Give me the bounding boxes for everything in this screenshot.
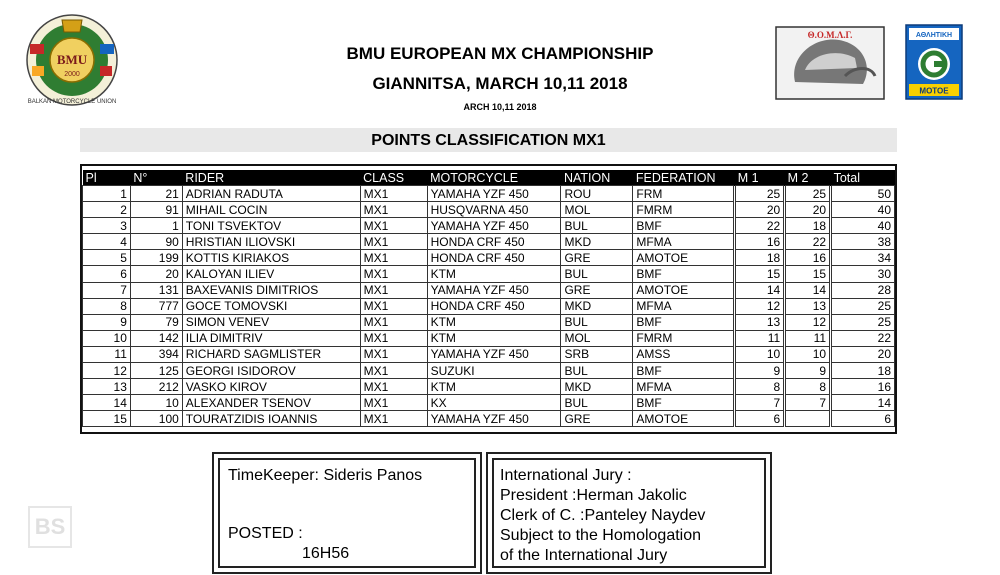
table-cell: BAXEVANIS DIMITRIOS bbox=[182, 282, 360, 298]
table-row bbox=[83, 379, 895, 395]
column-header: N° bbox=[130, 170, 182, 186]
table-cell: BUL bbox=[561, 314, 633, 330]
table-cell: 12 bbox=[785, 314, 831, 330]
table-cell: 7 bbox=[735, 395, 785, 411]
table-cell: HONDA CRF 450 bbox=[427, 234, 561, 250]
table-cell: MFMA bbox=[633, 379, 735, 395]
table-cell: 18 bbox=[831, 363, 895, 379]
table-cell: 22 bbox=[785, 234, 831, 250]
table-row bbox=[83, 363, 895, 379]
jury-line: Subject to the Homologation bbox=[500, 527, 702, 544]
table-cell: 199 bbox=[130, 250, 182, 266]
table-cell: 22 bbox=[831, 330, 895, 346]
table-cell: 40 bbox=[831, 218, 895, 234]
timekeeper-box bbox=[212, 452, 482, 574]
table-row bbox=[83, 330, 895, 346]
table-cell: 6 bbox=[83, 266, 131, 282]
jury-line: President :Herman Jakolic bbox=[500, 487, 687, 504]
table-cell: 16 bbox=[735, 234, 785, 250]
table-cell: MOL bbox=[561, 202, 633, 218]
table-cell: MX1 bbox=[360, 395, 427, 411]
table-cell: MKD bbox=[561, 234, 633, 250]
table-cell: AMOTOE bbox=[633, 282, 735, 298]
table-row bbox=[83, 234, 895, 250]
table-cell: FMRM bbox=[633, 330, 735, 346]
table-cell: TOURATZIDIS IOANNIS bbox=[182, 411, 360, 427]
column-header: FEDERATION bbox=[633, 170, 735, 186]
table-cell: MKD bbox=[561, 298, 633, 314]
table-cell: 20 bbox=[785, 202, 831, 218]
table-cell: ILIA DIMITRIV bbox=[182, 330, 360, 346]
table-cell: 16 bbox=[785, 250, 831, 266]
table-cell: 4 bbox=[83, 234, 131, 250]
table-cell: 10 bbox=[785, 346, 831, 362]
table-row bbox=[83, 298, 895, 314]
jury-line: Clerk of C. :Panteley Naydev bbox=[500, 507, 706, 524]
table-cell: 28 bbox=[831, 282, 895, 298]
table-cell: YAMAHA YZF 450 bbox=[427, 411, 561, 427]
table-cell: 25 bbox=[831, 314, 895, 330]
table-cell: BMF bbox=[633, 218, 735, 234]
table-cell: MX1 bbox=[360, 379, 427, 395]
table-cell: KX bbox=[427, 395, 561, 411]
table-cell: MIHAIL COCIN bbox=[182, 202, 360, 218]
table-row bbox=[83, 395, 895, 411]
table-cell: 14 bbox=[735, 282, 785, 298]
motoe-logo-top-text: ΑΘΛΗΤΙΚΗ bbox=[915, 32, 953, 39]
table-cell: 22 bbox=[735, 218, 785, 234]
table-cell: 8 bbox=[785, 379, 831, 395]
jury-line: of the International Jury bbox=[500, 547, 668, 564]
table-row bbox=[83, 202, 895, 218]
classification-title: POINTS CLASSIFICATION MX1 bbox=[80, 128, 897, 152]
bmu-logo-year: 2000 bbox=[64, 71, 80, 78]
bmu-logo-text: BMU bbox=[56, 52, 88, 67]
table-cell: HONDA CRF 450 bbox=[427, 250, 561, 266]
table-cell: ALEXANDER TSENOV bbox=[182, 395, 360, 411]
table-cell: KTM bbox=[427, 379, 561, 395]
table-cell: 25 bbox=[735, 186, 785, 202]
table-cell: MKD bbox=[561, 379, 633, 395]
table-cell: 11 bbox=[83, 346, 131, 362]
table-cell: 131 bbox=[130, 282, 182, 298]
column-header: MOTORCYCLE bbox=[427, 170, 561, 186]
column-header: RIDER bbox=[182, 170, 360, 186]
table-cell: 25 bbox=[785, 186, 831, 202]
posted-label: POSTED : bbox=[228, 525, 303, 542]
table-cell: MX1 bbox=[360, 266, 427, 282]
table-cell: GRE bbox=[561, 282, 633, 298]
table-cell: 6 bbox=[831, 411, 895, 427]
table-cell: BMF bbox=[633, 395, 735, 411]
table-cell: KTM bbox=[427, 330, 561, 346]
table-cell: 777 bbox=[130, 298, 182, 314]
table-cell: 90 bbox=[130, 234, 182, 250]
table-cell: HONDA CRF 450 bbox=[427, 298, 561, 314]
column-header: NATION bbox=[561, 170, 633, 186]
table-cell: TONI TSVEKTOV bbox=[182, 218, 360, 234]
table-cell: FRM bbox=[633, 186, 735, 202]
table-cell: 20 bbox=[831, 346, 895, 362]
club-logo-text: Θ.Ο.Μ.Λ.Γ. bbox=[807, 30, 853, 40]
table-cell: KOTTIS KIRIAKOS bbox=[182, 250, 360, 266]
table-row bbox=[83, 186, 895, 202]
table-cell: FMRM bbox=[633, 202, 735, 218]
table-cell: 12 bbox=[83, 363, 131, 379]
table-cell: BMF bbox=[633, 266, 735, 282]
table-cell: BUL bbox=[561, 218, 633, 234]
table-cell: 125 bbox=[130, 363, 182, 379]
table-cell: YAMAHA YZF 450 bbox=[427, 282, 561, 298]
table-cell: GRE bbox=[561, 250, 633, 266]
column-header: Pl bbox=[83, 170, 131, 186]
table-cell: ROU bbox=[561, 186, 633, 202]
table-cell: 11 bbox=[785, 330, 831, 346]
table-cell: HRISTIAN ILIOVSKI bbox=[182, 234, 360, 250]
table-cell: BUL bbox=[561, 266, 633, 282]
table-cell: MX1 bbox=[360, 411, 427, 427]
table-cell: 14 bbox=[831, 395, 895, 411]
table-cell: 13 bbox=[785, 298, 831, 314]
table-cell: 21 bbox=[130, 186, 182, 202]
table-cell: 142 bbox=[130, 330, 182, 346]
table-cell: BMF bbox=[633, 363, 735, 379]
table-cell: KALOYAN ILIEV bbox=[182, 266, 360, 282]
table-cell: 91 bbox=[130, 202, 182, 218]
table-cell: 10 bbox=[735, 346, 785, 362]
results-table bbox=[82, 170, 895, 427]
table-cell: VASKO KIROV bbox=[182, 379, 360, 395]
table-cell bbox=[785, 411, 831, 427]
table-cell: AMSS bbox=[633, 346, 735, 362]
table-cell: 9 bbox=[83, 314, 131, 330]
small-date: ARCH 10,11 2018 bbox=[463, 102, 537, 112]
table-cell: SUZUKI bbox=[427, 363, 561, 379]
table-header-row bbox=[83, 170, 895, 186]
table-cell: 3 bbox=[83, 218, 131, 234]
table-cell: MX1 bbox=[360, 346, 427, 362]
table-cell: 394 bbox=[130, 346, 182, 362]
table-cell: 20 bbox=[130, 266, 182, 282]
table-cell: 15 bbox=[785, 266, 831, 282]
table-cell: MX1 bbox=[360, 234, 427, 250]
page-subtitle: GIANNITSA, MARCH 10,11 2018 bbox=[372, 74, 628, 93]
table-cell: 9 bbox=[735, 363, 785, 379]
table-cell: MX1 bbox=[360, 202, 427, 218]
table-cell: BUL bbox=[561, 395, 633, 411]
table-cell: 7 bbox=[83, 282, 131, 298]
table-row bbox=[83, 282, 895, 298]
table-row bbox=[83, 266, 895, 282]
table-cell: AMOTOE bbox=[633, 250, 735, 266]
table-cell: 14 bbox=[785, 282, 831, 298]
jury-box bbox=[486, 452, 772, 574]
jury-line: International Jury : bbox=[500, 467, 632, 484]
table-cell: GOCE TOMOVSKI bbox=[182, 298, 360, 314]
table-cell: BUL bbox=[561, 363, 633, 379]
table-cell: MX1 bbox=[360, 330, 427, 346]
table-cell: 1 bbox=[83, 186, 131, 202]
table-cell: BMF bbox=[633, 314, 735, 330]
table-cell: MX1 bbox=[360, 314, 427, 330]
table-cell: GEORGI ISIDOROV bbox=[182, 363, 360, 379]
table-cell: MX1 bbox=[360, 363, 427, 379]
table-cell: 34 bbox=[831, 250, 895, 266]
table-cell: 38 bbox=[831, 234, 895, 250]
table-cell: 16 bbox=[831, 379, 895, 395]
table-cell: MX1 bbox=[360, 186, 427, 202]
table-cell: KTM bbox=[427, 266, 561, 282]
table-cell: 13 bbox=[83, 379, 131, 395]
table-cell: MFMA bbox=[633, 298, 735, 314]
table-cell: ADRIAN RADUTA bbox=[182, 186, 360, 202]
table-cell: 15 bbox=[83, 411, 131, 427]
table-cell: 12 bbox=[735, 298, 785, 314]
table-row bbox=[83, 411, 895, 427]
table-cell: YAMAHA YZF 450 bbox=[427, 218, 561, 234]
table-cell: AMOTOE bbox=[633, 411, 735, 427]
table-cell: 30 bbox=[831, 266, 895, 282]
table-body bbox=[83, 186, 895, 427]
table-cell: 18 bbox=[735, 250, 785, 266]
timekeeper-label: TimeKeeper: Sideris Panos bbox=[228, 467, 423, 484]
column-header: M 2 bbox=[785, 170, 831, 186]
table-cell: 10 bbox=[130, 395, 182, 411]
table-cell: MX1 bbox=[360, 298, 427, 314]
table-cell: 18 bbox=[785, 218, 831, 234]
motoe-logo-bottom-text: ΜΟΤΟΕ bbox=[919, 86, 949, 96]
table-row bbox=[83, 314, 895, 330]
table-cell: 7 bbox=[785, 395, 831, 411]
table-cell: 40 bbox=[831, 202, 895, 218]
table-cell: YAMAHA YZF 450 bbox=[427, 186, 561, 202]
table-cell: 2 bbox=[83, 202, 131, 218]
column-header: Total bbox=[831, 170, 895, 186]
bmu-logo-ring-text: BALKAN MOTORCYCLE UNION bbox=[27, 99, 117, 105]
table-cell: 25 bbox=[831, 298, 895, 314]
table-row bbox=[83, 346, 895, 362]
column-header: CLASS bbox=[360, 170, 427, 186]
table-cell: 9 bbox=[785, 363, 831, 379]
table-cell: MOL bbox=[561, 330, 633, 346]
table-cell: 13 bbox=[735, 314, 785, 330]
table-cell: 79 bbox=[130, 314, 182, 330]
table-cell: HUSQVARNA 450 bbox=[427, 202, 561, 218]
table-cell: MX1 bbox=[360, 218, 427, 234]
table-cell: 20 bbox=[735, 202, 785, 218]
table-cell: 11 bbox=[735, 330, 785, 346]
table-cell: 8 bbox=[735, 379, 785, 395]
table-cell: MX1 bbox=[360, 282, 427, 298]
watermark: BS bbox=[28, 506, 72, 548]
table-cell: KTM bbox=[427, 314, 561, 330]
table-row bbox=[83, 250, 895, 266]
table-cell: MX1 bbox=[360, 250, 427, 266]
table-cell: 50 bbox=[831, 186, 895, 202]
table-cell: RICHARD SAGMLISTER bbox=[182, 346, 360, 362]
table-row bbox=[83, 218, 895, 234]
page-title: BMU EUROPEAN MX CHAMPIONSHIP bbox=[346, 44, 654, 63]
table-cell: SIMON VENEV bbox=[182, 314, 360, 330]
table-cell: MFMA bbox=[633, 234, 735, 250]
table-cell: 100 bbox=[130, 411, 182, 427]
table-cell: 5 bbox=[83, 250, 131, 266]
table-cell: YAMAHA YZF 450 bbox=[427, 346, 561, 362]
table-cell: 1 bbox=[130, 218, 182, 234]
column-header: M 1 bbox=[735, 170, 785, 186]
table-cell: 15 bbox=[735, 266, 785, 282]
table-cell: 6 bbox=[735, 411, 785, 427]
table-cell: GRE bbox=[561, 411, 633, 427]
table-cell: SRB bbox=[561, 346, 633, 362]
table-cell: 14 bbox=[83, 395, 131, 411]
table-cell: 212 bbox=[130, 379, 182, 395]
posted-time: 16H56 bbox=[302, 545, 350, 562]
table-cell: 10 bbox=[83, 330, 131, 346]
table-cell: 8 bbox=[83, 298, 131, 314]
